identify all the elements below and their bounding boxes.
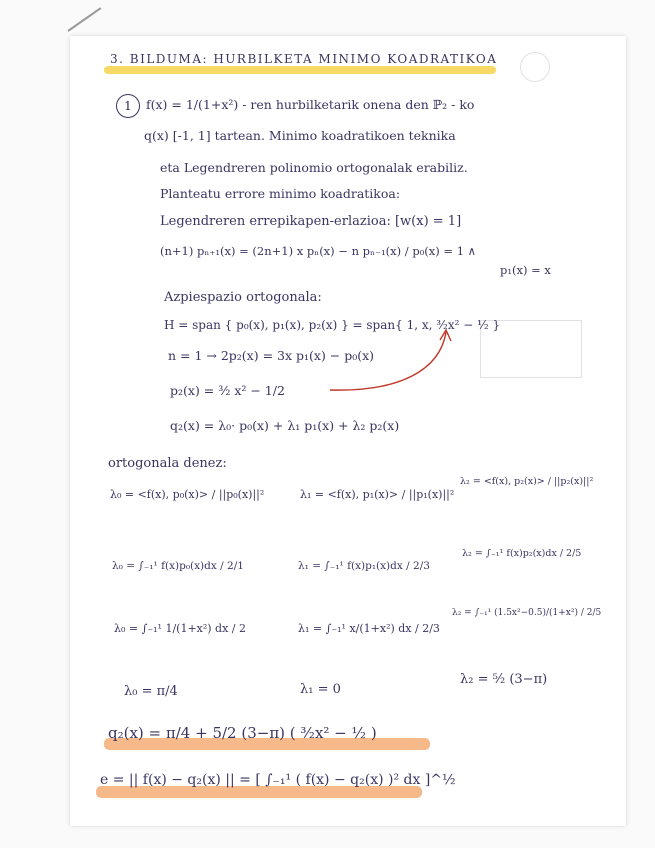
line-statement-3: eta Legendreren polinomio ortogonalak erabiliz. [160, 160, 468, 175]
p2-recurrence-step: n = 1 → 2p₂(x) = 3x p₁(x) − p₀(x) [168, 348, 375, 363]
legendre-recurrence-heading: Legendreren errepikapen-erlazioa: [w(x) = 1] [160, 214, 462, 229]
lambda2-value: λ₂ = ⁵⁄₂ (3−π) [460, 672, 548, 687]
lambda1-def: λ₁ = <f(x), p₁(x)> / ||p₁(x)||² [300, 488, 455, 501]
recurrence-formula: (n+1) pₙ₊₁(x) = (2n+1) x pₙ(x) − n pₙ₋₁(x) / p₀(x) = 1 ∧ [160, 244, 477, 258]
error-formula: e = || f(x) − q₂(x) || = [ ∫₋₁¹ ( f(x) − q₂(x) )² dx ]^½ [100, 772, 456, 788]
orthogonal-subspace-heading: Azpiespazio ortogonala: [164, 290, 322, 305]
lambda1-integral: λ₁ = ∫₋₁¹ f(x)p₁(x)dx / 2/3 [298, 560, 430, 572]
lambda0-value: λ₀ = π/4 [124, 684, 178, 699]
lambda0-integral: λ₀ = ∫₋₁¹ f(x)p₀(x)dx / 2/1 [112, 560, 244, 572]
q2-combination: q₂(x) = λ₀· p₀(x) + λ₁ p₁(x) + λ₂ p₂(x) [170, 418, 400, 433]
q2-final-result: q₂(x) = π/4 + 5/2 (3−π) ( ³⁄₂x² − ½ ) [108, 724, 377, 742]
p2-result: p₂(x) = ³⁄₂ x² − 1/2 [170, 383, 285, 398]
orthogonal-heading: ortogonala denez: [108, 456, 227, 471]
lambda2-explicit: λ₂ = ∫₋₁¹ (1.5x²−0.5)/(1+x²) / 2/5 [452, 608, 602, 618]
line-statement-1: f(x) = 1/(1+x²) - ren hurbilketarik onena den ℙ₂ - ko [146, 97, 475, 112]
problem-number-badge: 1 [116, 94, 140, 118]
line-statement-4: Planteatu errore minimo koadratikoa: [160, 186, 401, 201]
lambda1-value: λ₁ = 0 [300, 682, 341, 697]
recurrence-p1: p₁(x) = x [500, 263, 551, 277]
page-title: 3. BILDUMA: HURBILKETA MINIMO KOADRATIKOA [110, 52, 498, 66]
lambda2-integral: λ₂ = ∫₋₁¹ f(x)p₂(x)dx / 2/5 [462, 548, 582, 559]
lambda0-explicit: λ₀ = ∫₋₁¹ 1/(1+x²) dx / 2 [114, 622, 246, 635]
lambda1-explicit: λ₁ = ∫₋₁¹ x/(1+x²) dx / 2/3 [298, 622, 440, 635]
lambda2-def: λ₂ = <f(x), p₂(x)> / ||p₂(x)||² [460, 476, 594, 487]
span-formula: H = span { p₀(x), p₁(x), p₂(x) } = span{ 1, x, ³⁄₂x² − ¹⁄₂ } [164, 318, 501, 332]
line-statement-2: q(x) [-1, 1] tartean. Minimo koadratikoen teknika [144, 128, 456, 143]
lambda0-def: λ₀ = <f(x), p₀(x)> / ||p₀(x)||² [110, 488, 265, 501]
